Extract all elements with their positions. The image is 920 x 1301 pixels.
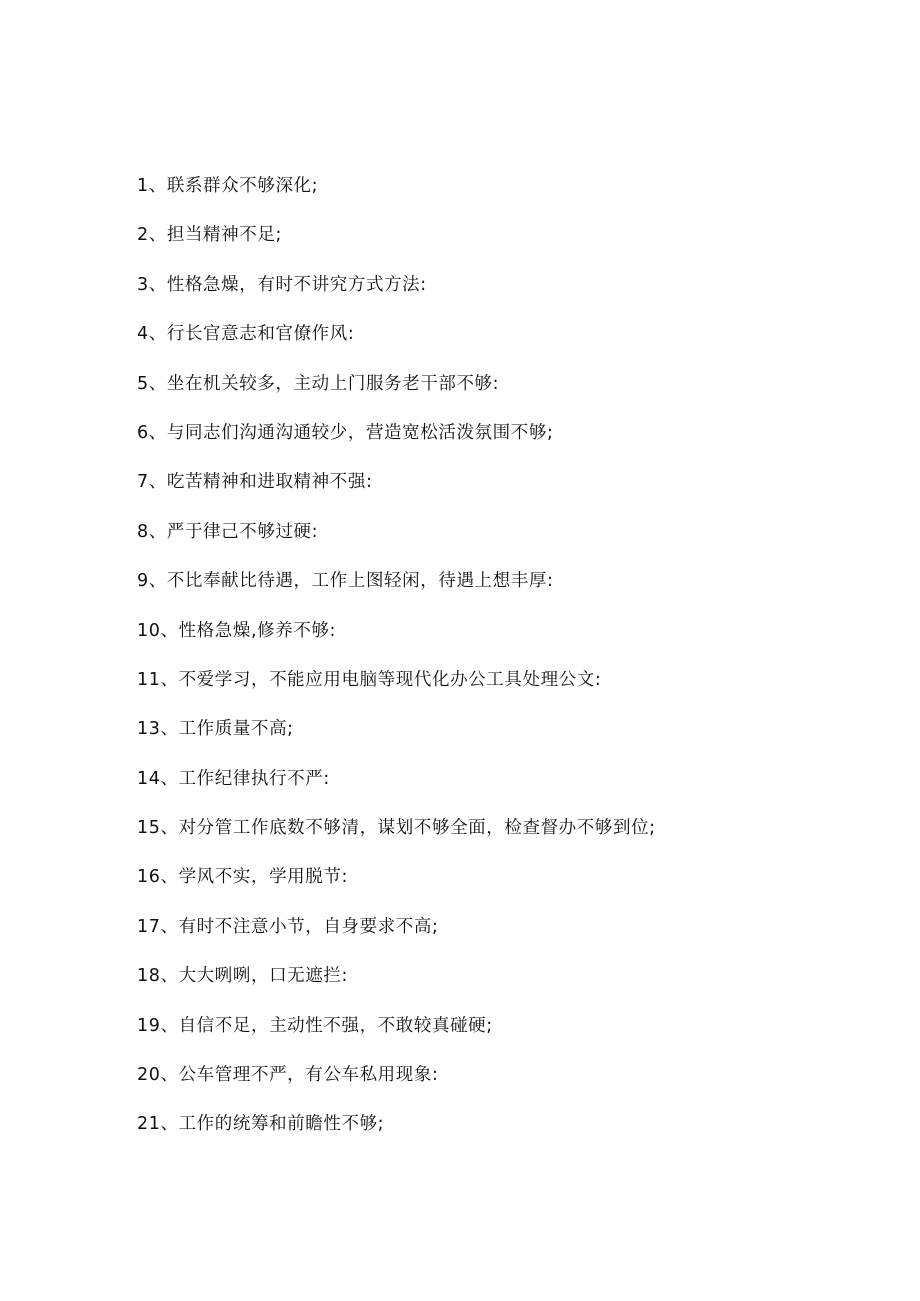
item-text: 工作的统筹和前瞻性不够; [178, 1114, 385, 1135]
list-item [137, 464, 656, 513]
list-item [137, 316, 656, 365]
item-number: 9 [137, 571, 149, 592]
item-text: 大大咧咧，口无遮拦: [178, 966, 348, 987]
item-separator: 、 [160, 719, 179, 740]
item-separator: 、 [148, 176, 167, 196]
item-text: 不爱学习，不能应用电脑等现代化办公工具处理公文: [178, 669, 602, 690]
item-number: 1 [137, 176, 149, 196]
item-text: 有时不注意小节，自身要求不高; [178, 916, 439, 937]
item-text: 公车管理不严，有公车私用现象: [178, 1065, 439, 1086]
item-text: 行长官意志和官僚作风: [166, 324, 355, 345]
list-item [137, 563, 656, 612]
item-number: 21 [137, 1114, 161, 1135]
item-number: 20 [137, 1065, 161, 1086]
item-separator: 、 [160, 620, 179, 641]
item-number: 8 [137, 521, 149, 542]
item-number: 6 [137, 422, 149, 443]
item-number: 15 [137, 818, 161, 839]
item-text: 坐在机关较多，主动上门服务老干部不够: [166, 373, 500, 394]
item-separator: 、 [148, 472, 167, 493]
item-text: 学风不实，学用脱节: [178, 867, 348, 888]
item-separator: 、 [148, 571, 167, 592]
item-list [137, 168, 656, 1156]
item-separator: 、 [148, 225, 167, 246]
item-number: 5 [137, 373, 149, 394]
list-item [137, 613, 656, 662]
item-separator: 、 [160, 867, 179, 888]
item-number: 4 [137, 324, 149, 345]
item-separator: 、 [160, 1015, 179, 1036]
item-separator: 、 [160, 1114, 179, 1135]
item-separator: 、 [160, 966, 179, 987]
item-text: 联系群众不够深化; [166, 176, 319, 196]
item-number: 18 [137, 966, 161, 987]
item-text: 工作质量不高; [178, 719, 294, 740]
list-item [137, 711, 656, 760]
item-separator: 、 [148, 373, 167, 394]
item-number: 11 [137, 669, 161, 690]
item-text: 对分管工作底数不够清，谋划不够全面，检查督办不够到位; [178, 818, 656, 839]
item-text: 自信不足，主动性不强，不敢较真碰硬; [178, 1015, 493, 1036]
item-text: 担当精神不足; [166, 225, 282, 246]
list-item [137, 662, 656, 711]
item-number: 14 [137, 768, 161, 789]
list-item [137, 366, 656, 415]
item-text: 与同志们沟通沟通较少，营造宽松活泼氛围不够; [166, 422, 554, 443]
item-separator: 、 [160, 669, 179, 690]
list-item [137, 810, 656, 859]
item-number: 2 [137, 225, 149, 246]
list-item [137, 958, 656, 1007]
item-text: 性格急燥,修养不够: [178, 620, 337, 641]
item-text: 严于律己不够过硬: [166, 521, 319, 542]
list-item [137, 168, 656, 217]
list-item [137, 217, 656, 266]
item-separator: 、 [148, 274, 167, 295]
item-number: 3 [137, 274, 149, 295]
item-text: 不比奉献比待遇，工作上图轻闲，待遇上想丰厚: [166, 571, 554, 592]
item-number: 19 [137, 1015, 161, 1036]
item-text: 吃苦精神和进取精神不强: [166, 472, 373, 493]
item-separator: 、 [148, 521, 167, 542]
item-number: 7 [137, 472, 149, 493]
item-separator: 、 [160, 916, 179, 937]
item-separator: 、 [148, 422, 167, 443]
item-separator: 、 [160, 818, 179, 839]
list-item [137, 415, 656, 464]
list-item [137, 1008, 656, 1057]
item-number: 17 [137, 916, 161, 937]
list-item [137, 1106, 656, 1155]
item-separator: 、 [160, 768, 179, 789]
item-number: 13 [137, 719, 161, 740]
list-item [137, 909, 656, 958]
item-separator: 、 [160, 1065, 179, 1086]
list-item [137, 859, 656, 908]
list-item [137, 267, 656, 316]
list-item [137, 1057, 656, 1106]
item-number: 10 [137, 620, 161, 641]
list-item [137, 761, 656, 810]
item-number: 16 [137, 867, 161, 888]
item-text: 性格急燥，有时不讲究方式方法: [166, 274, 427, 295]
item-text: 工作纪律执行不严: [178, 768, 330, 789]
item-separator: 、 [148, 324, 167, 345]
list-item [137, 514, 656, 563]
